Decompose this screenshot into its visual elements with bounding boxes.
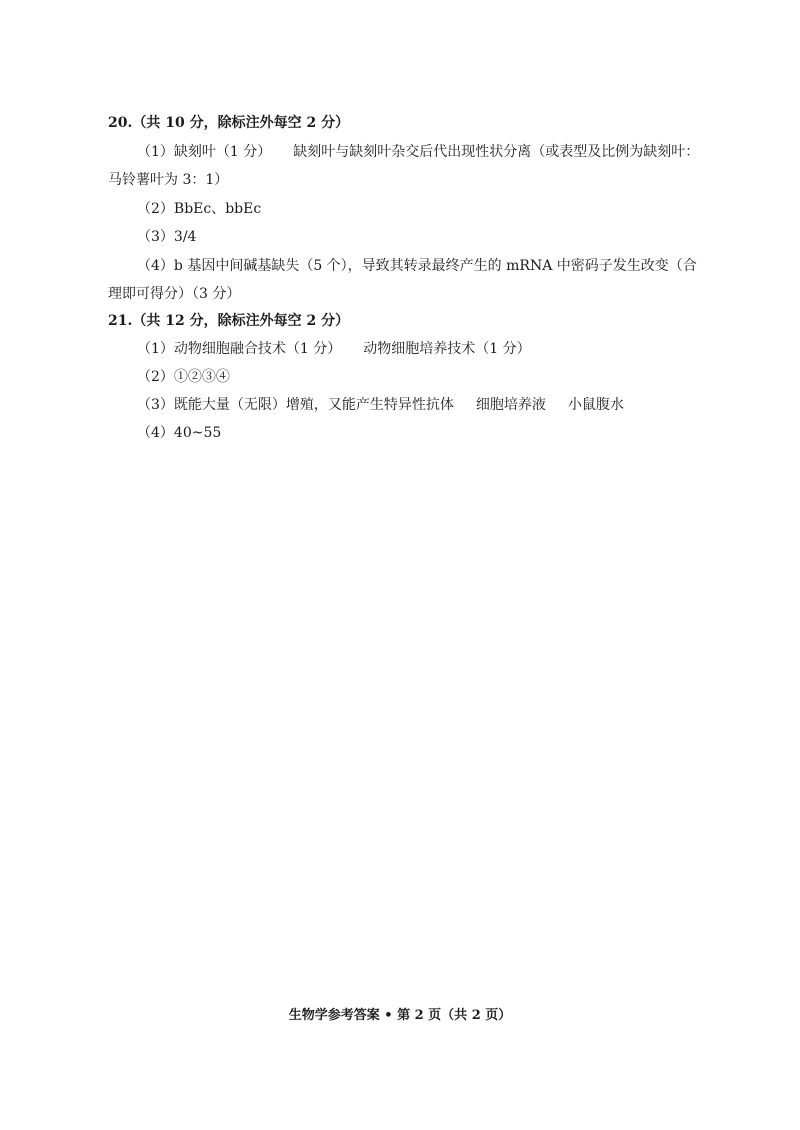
question-21-part-4: （4）40~55: [137, 425, 222, 441]
question-20-part-2: （2）BbEc、bbEc: [137, 201, 262, 217]
question-21-header: 21.（共 12 分，除标注外每空 2 分）: [108, 313, 350, 329]
question-21-part-3-answer-b: 细胞培养液: [475, 397, 546, 413]
question-20-part-4: （4）b 基因中间碱基缺失（5 个），导致其转录最终产生的 mRNA 中密码子发生改变（合: [137, 258, 697, 274]
question-20-part-3: （3）3/4: [137, 229, 197, 245]
question-21-part-3: [137, 395, 624, 415]
question-20-part-1-label: （1）缺刻叶（1 分）: [137, 144, 272, 160]
question-20-part-1-answer: 缺刻叶与缺刻叶杂交后代出现性状分离（或表型及比例为缺刻叶：: [293, 144, 700, 160]
question-20-part-1: [137, 142, 699, 162]
page-footer: 生物学参考答案 • 第 2 页（共 2 页）: [288, 1008, 512, 1023]
question-21-part-1-answer-a: （1）动物细胞融合技术（1 分）: [137, 341, 342, 357]
question-21-part-3-answer-c: 小鼠腹水: [567, 397, 624, 413]
question-20-header: 20.（共 10 分，除标注外每空 2 分）: [108, 115, 350, 131]
question-21-part-2: （2）①②③④: [137, 369, 230, 385]
question-21-part-1-answer-b: 动物细胞培养技术（1 分）: [363, 341, 531, 357]
question-21-part-3-answer-a: （3）既能大量（无限）增殖，又能产生特异性抗体: [137, 397, 454, 413]
question-21-part-1: [137, 339, 531, 359]
question-20-part-1-continued: 马铃薯叶为 3：1）: [108, 172, 229, 188]
question-20-part-4-continued: 理即可得分）（3 分）: [108, 286, 241, 302]
